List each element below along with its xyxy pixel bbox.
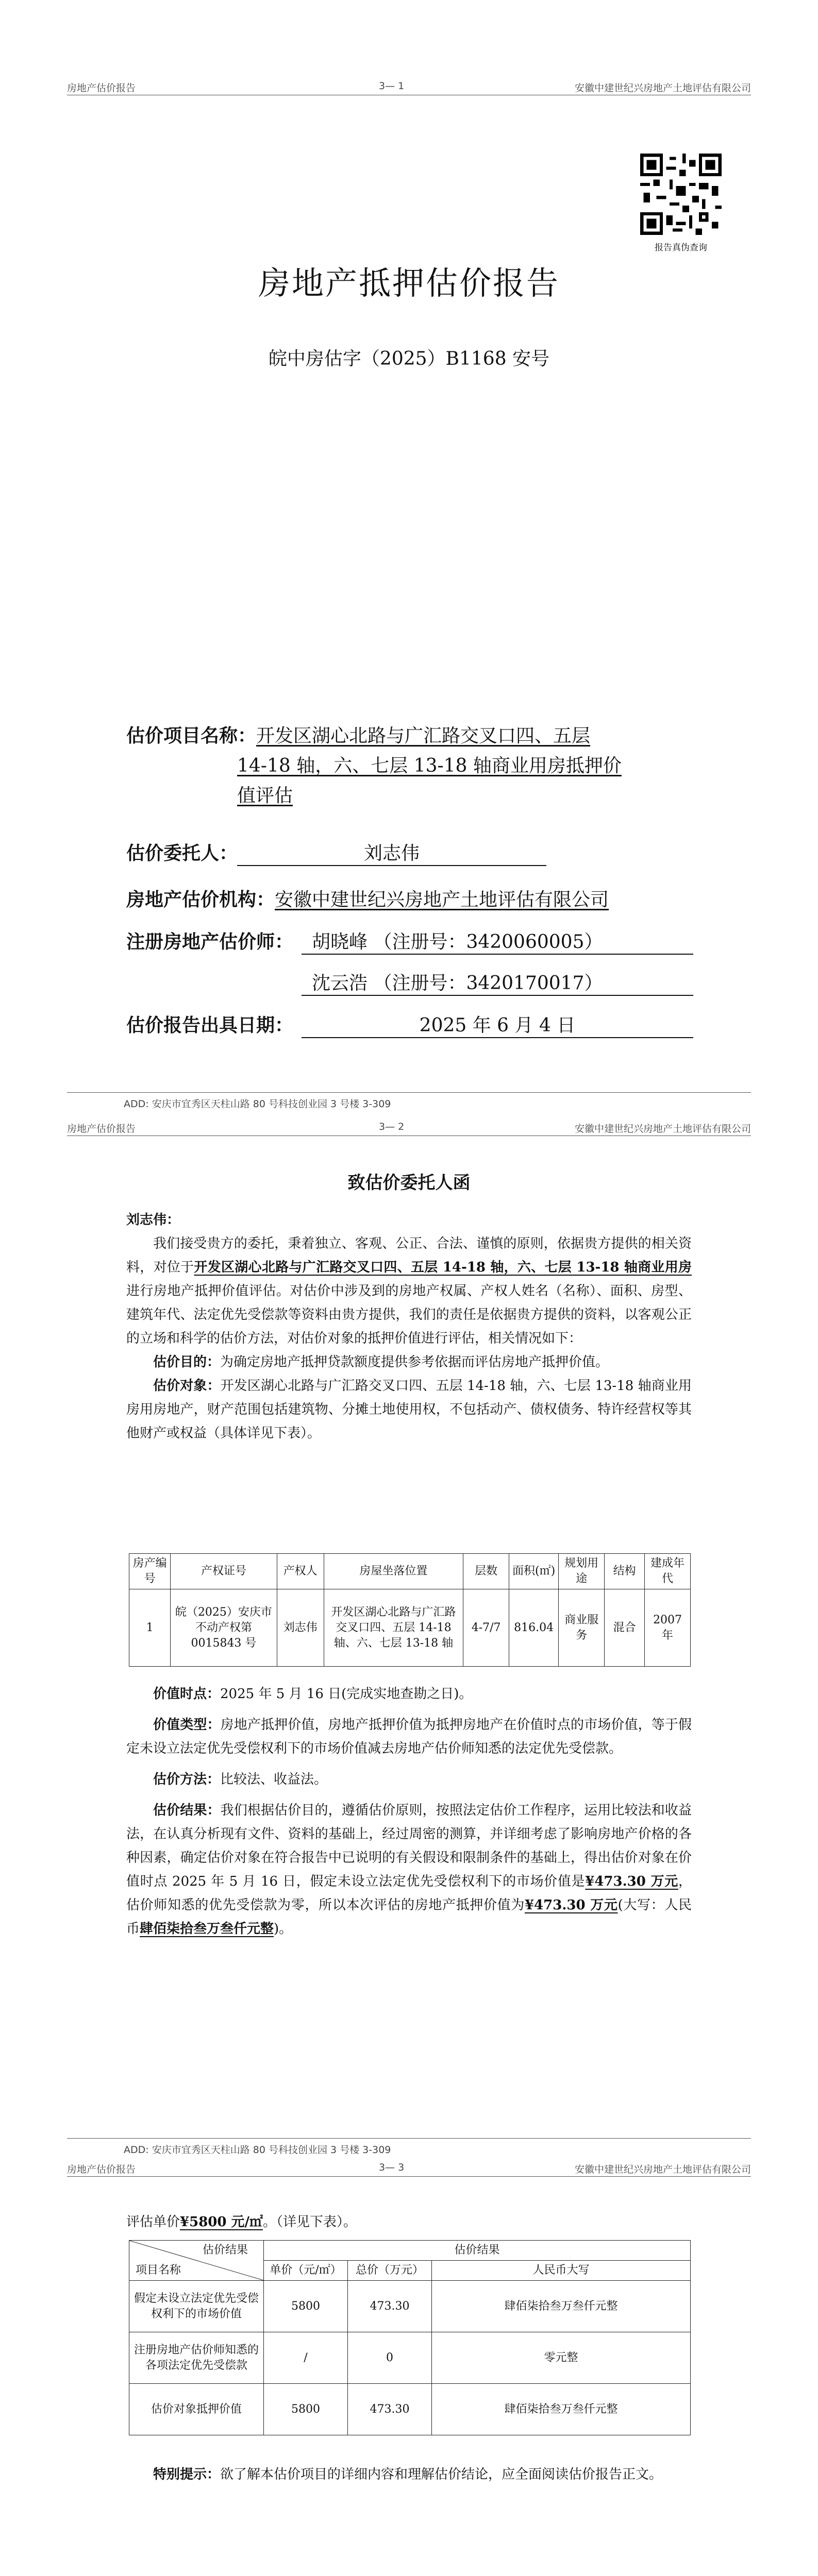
letter-title: 致估价委托人函 bbox=[347, 1173, 471, 1193]
report-number: 皖中房估字（2025）B1168 安号 bbox=[268, 348, 550, 369]
valuation-result: 估价结果：我们根据估价目的，遵循估价原则，按照法定估价工作程序，运用比较法和收益法，在认真分析现有文件、资料的基础上，经过周密的测算，并详细考虑了影响房地产价格的各种因素，确定估价对象在符合报告中已说明的有关假设和限制条件的基础上，得出估价对象在价值时点 2025 年 5 月 16 日，假定未设立法定优先受偿权利下的市场价值是¥473.30 万元，估价师知悉的优先受偿款为零，所以本次评估的房地产抵押价值为¥473.30 万元(大写：人民币肆佰柒拾叁万叁仟元整)。 bbox=[126, 1803, 692, 1937]
page-header bbox=[67, 77, 751, 95]
value-type: 价值类型：房地产抵押价值，房地产抵押价值为抵押房地产在价值时点的市场价值，等于假定未设立法定优先受偿权利下的市场价值减去房地产估价师知悉的法定优先受偿款。 bbox=[126, 1717, 692, 1756]
project-line1: 开发区湖心北路与广汇路交叉口四、五层 bbox=[256, 725, 591, 747]
project-line2: 14-18 轴，六、七层 13-18 轴商业用房抵押价 bbox=[237, 755, 622, 776]
table-row: 假定未设立法定优先受偿权利下的市场价值 5800 473.30 肆佰柒拾叁万叁仟元整 bbox=[129, 2281, 691, 2332]
client-label: 估价委托人： bbox=[126, 842, 238, 864]
object-paragraph: 估价对象：开发区湖心北路与广汇路交叉口四、五层 14-18 轴，六、七层 13-18 轴商业用房用房地产，财产范围包括建筑物、分摊土地使用权，不包括动产、债权债务、特许经营权等其他财产或权益（具体详见下表）。 bbox=[126, 1378, 692, 1441]
appraiser-label: 注册房地产估价师： bbox=[126, 931, 294, 953]
project-label: 估价项目名称： bbox=[126, 725, 257, 747]
report-title: 房地产抵押估价报告 bbox=[258, 264, 560, 302]
valuation-method: 估价方法：比较法、收益法。 bbox=[153, 1772, 328, 1787]
cover-page bbox=[0, 0, 818, 1110]
letter-page bbox=[0, 1113, 818, 2174]
client-name: 刘志伟 bbox=[363, 843, 420, 864]
letter-body-2 bbox=[126, 1682, 692, 1941]
page-header: 房地产估价报告 3— 2 安徽中建世纪兴房地产土地评估有限公司 bbox=[67, 1118, 751, 1136]
agency-label: 房地产估价机构： bbox=[126, 889, 275, 910]
footer-address: ADD: 安庆市宜秀区天柱山路 80 号科技创业园 3 号楼 3-309 bbox=[124, 2144, 391, 2156]
date-label: 估价报告出具日期： bbox=[126, 1014, 294, 1036]
page-number: 3— 2 bbox=[379, 1121, 405, 1132]
footer-address: ADD: 安庆市宜秀区天柱山路 80 号科技创业园 3 号楼 3-309 bbox=[124, 1098, 391, 1110]
qr-code bbox=[640, 154, 722, 235]
property-table bbox=[129, 1553, 691, 1667]
project-name bbox=[126, 721, 590, 748]
unit-price-line: 评估单价¥5800 元/㎡。（详见下表）。 bbox=[126, 2214, 357, 2230]
project-line3: 值评估 bbox=[237, 785, 293, 806]
qr-caption: 报告真伪查询 bbox=[655, 243, 707, 253]
table-row: 估价对象抵押价值 5800 473.30 肆佰柒拾叁万叁仟元整 bbox=[129, 2384, 691, 2435]
value-date: 价值时点：2025 年 5 月 16 日(完成实地查勘之日)。 bbox=[153, 1686, 473, 1702]
date-value: 2025 年 6 月 4 日 bbox=[302, 1011, 693, 1038]
client-row bbox=[126, 839, 238, 865]
purpose-paragraph: 估价目的：为确定房地产抵押贷款额度提供参考依据而评估房地产抵押价值。 bbox=[153, 1354, 609, 1370]
diag-cell: 估价结果 项目名称 bbox=[129, 2241, 264, 2281]
salutation: 刘志伟： bbox=[126, 1212, 180, 1228]
table-header-row: 房产编号 产权证号 产权人 房屋坐落位置 层数 面积(㎡) 规划用途 结构 建成年代 bbox=[129, 1554, 691, 1589]
agency-name: 安徽中建世纪兴房地产土地评估有限公司 bbox=[275, 889, 609, 910]
agency-row bbox=[126, 885, 609, 911]
appraiser-row bbox=[126, 927, 293, 954]
page-number: 3— 3 bbox=[379, 2162, 405, 2173]
page-number: 3— 1 bbox=[379, 80, 405, 92]
special-note: 特别提示：欲了解本估价项目的详细内容和理解估价结论，应全面阅读估价报告正文。 bbox=[153, 2467, 663, 2482]
result-table: 估价结果 项目名称 估价结果 单价（元/㎡） 总价（万元） 人民币大写 假定未设立法定优先受偿权利下的市场价值 5800 473.30 肆佰柒拾叁万叁仟元整 注册房地产估价师知悉的各项法定优先受偿款 / 0 零元整 估价对象抵押价值 5800 473.30 肆佰柒拾叁万叁仟元整 bbox=[129, 2240, 691, 2435]
client-value bbox=[237, 839, 546, 866]
result-page bbox=[0, 2159, 818, 2576]
appraiser-2: 沈云浩 （注册号：3420170017） bbox=[302, 969, 693, 996]
header-left: 房地产估价报告 bbox=[67, 82, 136, 94]
page-footer bbox=[67, 1092, 751, 1108]
date-row bbox=[126, 1011, 293, 1037]
intro-paragraph: 我们接受贵方的委托，秉着独立、客观、公正、合法、谨慎的原则，依据贵方提供的相关资料，对位于开发区湖心北路与广汇路交叉口四、五层 14-18 轴，六、七层 13-18 轴商业用房进行房地产抵押价值评估。对估价中涉及到的房地产权属、产权人姓名（名称）、面积、房型、建筑年代、法定优先受偿款等资料由贵方提供，我们的责任是依据贵方提供的资料，以客观公正的立场和科学的估价方法，对估价对象的抵押价值进行评估，相关情况如下： bbox=[126, 1236, 692, 1346]
table-row: 注册房地产估价师知悉的各项法定优先受偿款 / 0 零元整 bbox=[129, 2332, 691, 2384]
page-footer bbox=[67, 2138, 751, 2154]
appraiser-1: 胡晓峰 （注册号：3420060005） bbox=[302, 927, 693, 955]
letter-body bbox=[126, 1208, 692, 1445]
header-right: 安徽中建世纪兴房地产土地评估有限公司 bbox=[574, 82, 751, 94]
table-row: 1 皖（2025）安庆市不动产权第 0015843 号 刘志伟 开发区湖心北路与广汇路交叉口四、五层 14-18 轴、六、七层 13-18 轴 4-7/7 816.04 商业服务 混合 2007 年 bbox=[129, 1589, 691, 1667]
page-header: 房地产估价报告 3— 3 安徽中建世纪兴房地产土地评估有限公司 bbox=[67, 2159, 751, 2176]
